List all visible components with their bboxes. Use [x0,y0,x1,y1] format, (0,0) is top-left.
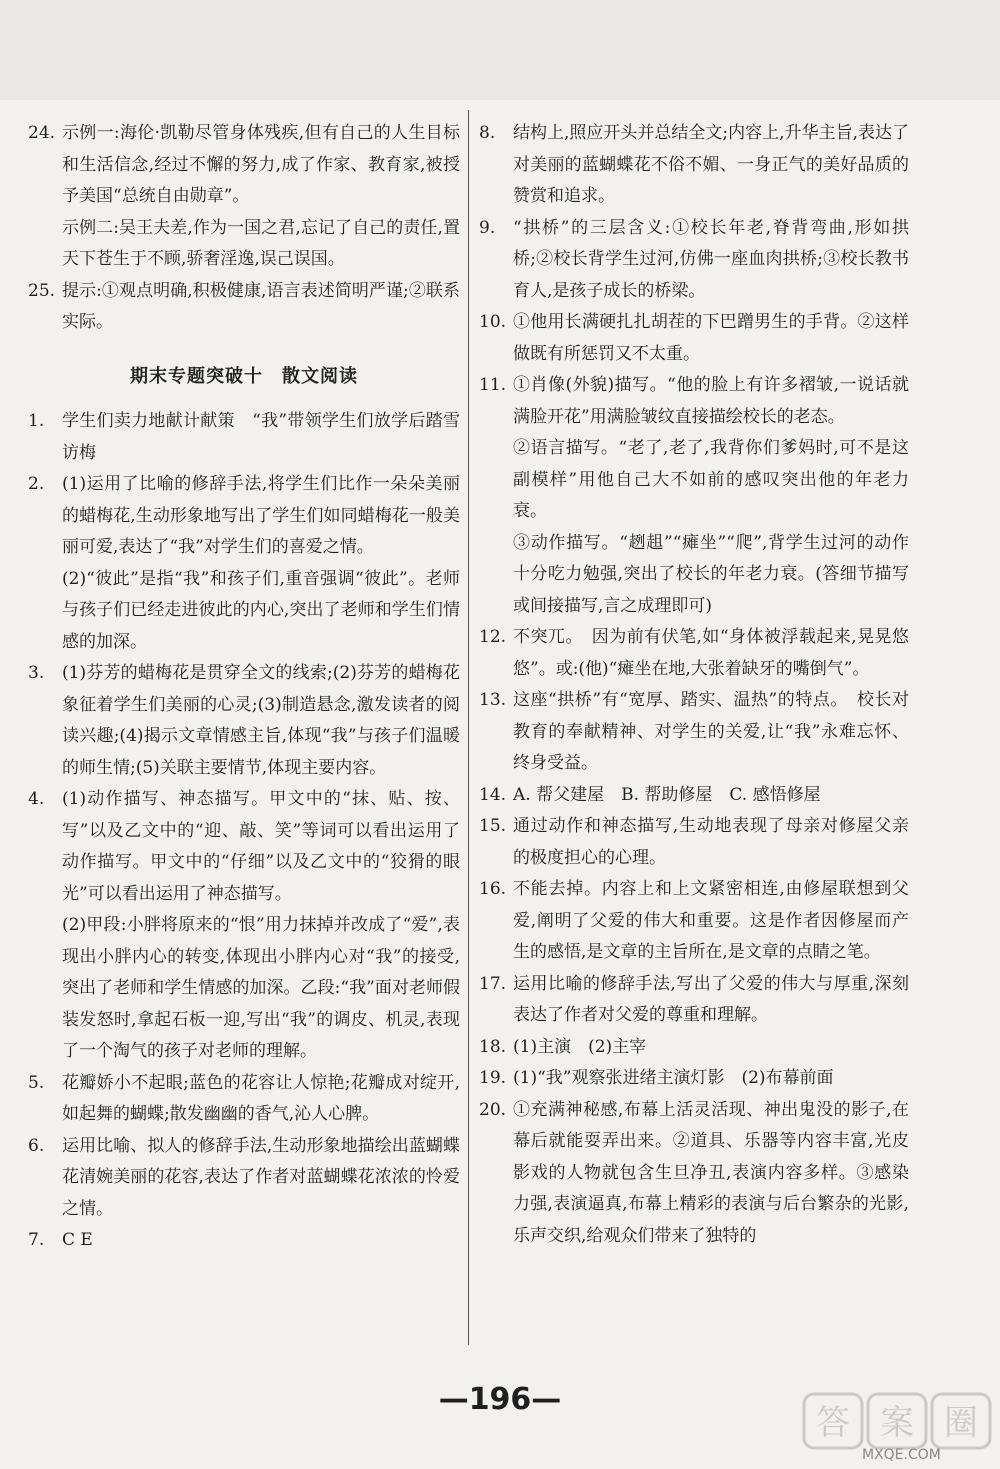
answer-item [28,658,460,784]
section-title: 期末专题突破十 散文阅读 [130,365,358,387]
answer-number: 24. [28,123,56,143]
answer-body [513,370,909,622]
answer-number: 15. [479,816,507,836]
answer-paragraph: 不能去掉。内容上和上文紧密相连,由修屋联想到父爱,阐明了父爱的伟大和重要。这是作者因修屋而产生的感悟,是文章的主旨所在,是文章的点睛之笔。 [513,879,909,962]
answer-item [479,622,909,685]
answer-body [62,406,460,469]
answer-body [513,1063,909,1095]
answer-body [62,469,460,658]
answer-paragraph: ②语言描写。“老了,老了,我背你们爹妈时,可不是这副模样”用他自己大不如前的感叹突出他的年老力衰。 [513,438,909,521]
scan-top-band [0,0,1000,100]
answer-item [479,370,909,622]
answer-paragraph: ③动作描写。“趔趄”“瘫坐”“爬”,背学生过河的动作十分吃力勉强,突出了校长的年老力衰。(答细节描写或间接描写,言之成理即可) [513,532,909,616]
answer-item [28,1068,460,1131]
answer-body [62,1068,460,1131]
svg-text:案: 案 [880,1403,914,1443]
page-number: —196— [438,1382,562,1417]
answer-body [513,874,909,969]
left-column [28,118,460,1257]
answer-paragraph: (1)动作描写、神态描写。甲文中的“抹、贴、按、写”以及乙文中的“迎、敲、笑”等词可以看出运用了动作描写。甲文中的“仔细”以及乙文中的“狡猾的眼光”可以看出运用了神态描写。 [62,789,460,904]
answer-paragraph: (1)“我”观察张进绪主演灯影 (2)布幕前面 [513,1068,834,1088]
answer-item [479,118,909,213]
answer-number: 2. [28,474,45,494]
answer-body [513,685,909,780]
answer-item [479,811,909,874]
answer-paragraph: 结构上,照应开头并总结全文;内容上,升华主旨,表达了对美丽的蓝蝴蝶花不俗不媚、一身正气的美好品质的赞赏和追求。 [513,123,909,206]
answer-body [513,118,909,213]
answer-paragraph: ①肖像(外貌)描写。“他的脸上有许多褶皱,一说话就满脸开花”用满脸皱纹直接描绘校长的老态。 [513,375,909,427]
answer-body [513,213,909,308]
answer-number: 1. [28,411,45,431]
answer-item [28,469,460,658]
answer-item [479,307,909,370]
answer-paragraph: 运用比喻、拟人的修辞手法,生动形象地描绘出蓝蝴蝶花清婉美丽的花容,表达了作者对蓝蝴蝶花浓浓的怜爱之情。 [62,1135,460,1219]
answer-body [62,784,460,1068]
answer-item [479,213,909,308]
answer-paragraph: ①他用长满硬扎扎胡茬的下巴蹭男生的手背。②这样做既有所惩罚又不太重。 [513,312,909,364]
answer-item [28,1131,460,1226]
answer-number: 11. [479,375,507,395]
answer-number: 14. [479,784,507,805]
answer-number: 16. [479,879,507,899]
answer-list-right [479,118,909,1252]
answer-number: 17. [479,973,507,994]
answer-body [513,1032,909,1064]
answer-body [62,658,460,784]
answer-number: 8. [479,123,496,143]
answer-body [62,276,460,339]
answer-paragraph: (2)“彼此”是指“我”和孩子们,重音强调“彼此”。老师与孩子们已经走进彼此的内心,突出了老师和学生们情感的加深。 [62,568,460,652]
answer-paragraph: 示例二:吴王夫差,作为一国之君,忘记了自己的责任,置天下苍生于不顾,骄奢淫逸,误己误国。 [62,217,460,269]
answer-body [513,780,909,812]
answer-item [28,276,460,339]
answer-item [28,118,460,276]
answer-number: 4. [28,789,45,809]
answer-body [62,118,460,276]
answer-paragraph: 学生们卖力地献计献策 “我”带领学生们放学后踏雪访梅 [62,411,460,463]
answer-body [62,1225,460,1257]
right-column [479,118,909,1252]
svg-text:圈: 圈 [944,1403,978,1443]
answer-item [479,1095,909,1253]
answer-number: 10. [479,312,507,332]
answer-paragraph: 运用比喻的修辞手法,写出了父爱的伟大与厚重,深刻表达了作者对父爱的尊重和理解。 [513,973,909,1025]
answer-number: 7. [28,1230,45,1250]
answer-paragraph: (1)运用了比喻的修辞手法,将学生们比作一朵朵美丽的蜡梅花,生动形象地写出了学生们如同蜡梅花一般美丽可爱,表达了“我”对学生们的喜爱之情。 [62,474,460,557]
watermark-url: MXQE.COM [862,1447,941,1463]
answer-paragraph: “拱桥”的三层含义:①校长年老,脊背弯曲,形如拱桥;②校长背学生过河,仿佛一座血肉拱桥;③校长教书育人,是孩子成长的桥梁。 [513,217,909,301]
answer-item [479,1063,909,1095]
answer-item [479,874,909,969]
answer-paragraph: 花瓣娇小不起眼;蓝色的花容让人惊艳;花瓣成对绽开,如起舞的蝴蝶;散发幽幽的香气,沁人心脾。 [62,1072,460,1124]
answer-paragraph: (1)主演 (2)主宰 [513,1036,647,1057]
answer-paragraph: 这座“拱桥”有“宽厚、踏实、温热”的特点。 校长对教育的奉献精神、对学生的关爱,让“我”永难忘怀、终身受益。 [513,690,909,773]
answer-number: 9. [479,217,496,238]
answer-list-top [28,118,460,339]
answer-item [28,784,460,1068]
answer-body [513,969,909,1032]
answer-item [479,1032,909,1064]
answer-paragraph: 不突兀。 因为前有伏笔,如“身体被浮载起来,晃晃悠悠”。或:(他)“瘫坐在地,大张着缺牙的嘴倒气”。 [513,627,909,679]
answer-body [513,811,909,874]
answer-paragraph: A. 帮父建屋 B. 帮助修屋 C. 感悟修屋 [513,784,821,805]
answer-paragraph: 提示:①观点明确,积极健康,语言表述简明严谨;②联系实际。 [62,280,460,332]
answer-number: 3. [28,663,45,683]
answer-body [513,307,909,370]
answer-number: 5. [28,1072,45,1093]
answer-paragraph: (2)甲段:小胖将原来的“恨”用力抹掉并改成了“爱”,表现出小胖内心的转变,体现出小胖内心对“我”的接受,突出了老师和学生情感的加深。乙段:“我”面对老师假装发怒时,拿起石板一迎,写出“我”的调皮、机灵,表现了一个淘气的孩子对老师的理解。 [62,915,460,1061]
answer-item [479,685,909,780]
answer-list-bottom [28,406,460,1257]
answer-item [479,969,909,1032]
answer-item [28,1225,460,1257]
answer-paragraph: ①充满神秘感,布幕上活灵活现、神出鬼没的影子,在幕后就能耍弄出来。②道具、乐器等内容丰富,光皮影戏的人物就包含生旦净丑,表演内容多样。③感染力强,表演逼真,布幕上精彩的表演与后台繁杂的光影,乐声交织,给观众们带来了独特的 [513,1099,909,1246]
answer-number: 6. [28,1135,45,1156]
answer-paragraph: 通过动作和神态描写,生动地表现了母亲对修屋父亲的极度担心的心理。 [513,816,909,868]
column-divider [468,110,469,1345]
answer-number: 12. [479,627,507,647]
answer-item [28,406,460,469]
answer-number: 20. [479,1099,507,1120]
answer-number: 18. [479,1036,507,1057]
answer-number: 25. [28,280,56,301]
answer-number: 13. [479,690,507,710]
answer-body [62,1131,460,1226]
answer-paragraph: 示例一:海伦·凯勒尽管身体残疾,但有自己的人生目标和生活信念,经过不懈的努力,成了作家、教育家,被授予美国“总统自由勋章”。 [62,123,460,206]
answer-number: 19. [479,1068,507,1088]
svg-text:答: 答 [816,1403,850,1443]
answer-paragraph: C E [62,1230,93,1250]
answer-body [513,622,909,685]
answer-body [513,1095,909,1253]
answer-item [479,780,909,812]
answer-paragraph: (1)芬芳的蜡梅花是贯穿全文的线索;(2)芬芳的蜡梅花象征着学生们美丽的心灵;(3)制造悬念,激发读者的阅读兴趣;(4)揭示文章情感主旨,体现“我”与孩子们温暖的师生情;(5)关联主要情节,体现主要内容。 [62,663,460,778]
